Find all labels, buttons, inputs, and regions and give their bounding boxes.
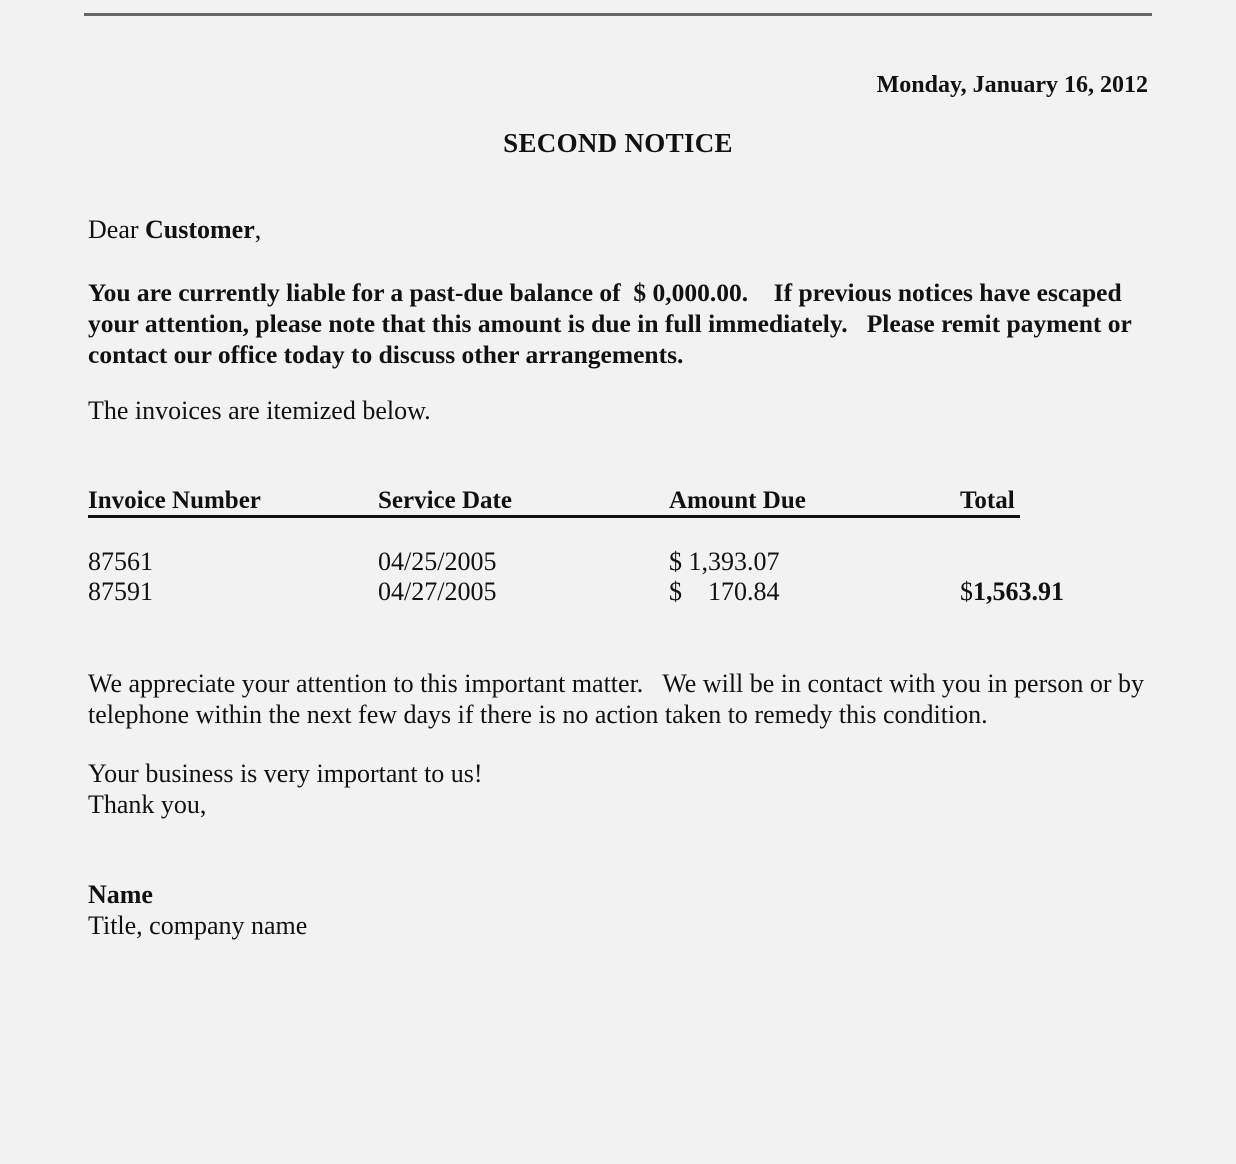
total-currency: $ bbox=[960, 577, 973, 606]
salutation bbox=[88, 215, 261, 245]
total-value: 1,563.91 bbox=[973, 577, 1064, 606]
past-due-notice-paragraph: You are currently liable for a past-due balance of $ 0,000.00. If previous notices have escaped your attention, please note that this amount is due in full immediately. Please remit payment or contact our office today to discuss other arrangements. bbox=[88, 278, 1138, 369]
table-header-rule bbox=[88, 515, 1020, 518]
salutation-prefix: Dear bbox=[88, 215, 146, 244]
row1-amount-due: $ 1,393.07 bbox=[669, 547, 780, 576]
salutation-suffix: , bbox=[254, 215, 262, 244]
total-amount bbox=[960, 577, 1064, 607]
row2-amount-due: $ 170.84 bbox=[669, 577, 780, 606]
row1-service-date: 04/25/2005 bbox=[378, 547, 497, 576]
row2-service-date: 04/27/2005 bbox=[378, 577, 497, 606]
header-service-date: Service Date bbox=[378, 487, 512, 514]
invoices-intro: The invoices are itemized below. bbox=[88, 396, 431, 425]
salutation-name: Customer bbox=[145, 215, 255, 244]
signature-name: Name bbox=[88, 880, 153, 909]
letter-date: Monday, January 16, 2012 bbox=[876, 72, 1148, 98]
signature-title: Title, company name bbox=[88, 911, 308, 940]
row1-invoice-number: 87561 bbox=[88, 547, 153, 576]
header-amount-due: Amount Due bbox=[669, 487, 806, 514]
header-total: Total bbox=[960, 487, 1015, 514]
closing-paragraph: We appreciate your attention to this important matter. We will be in contact with you in person or by telephone within the next few days if there is no action taken to remedy this condition. bbox=[88, 669, 1151, 729]
notice-heading: SECOND NOTICE bbox=[503, 128, 733, 158]
row2-invoice-number: 87591 bbox=[88, 577, 153, 606]
header-invoice-number: Invoice Number bbox=[88, 487, 261, 514]
closing-line-business: Your business is very important to us! bbox=[88, 759, 483, 788]
top-divider bbox=[84, 13, 1152, 16]
closing-line-thanks: Thank you, bbox=[88, 790, 207, 819]
